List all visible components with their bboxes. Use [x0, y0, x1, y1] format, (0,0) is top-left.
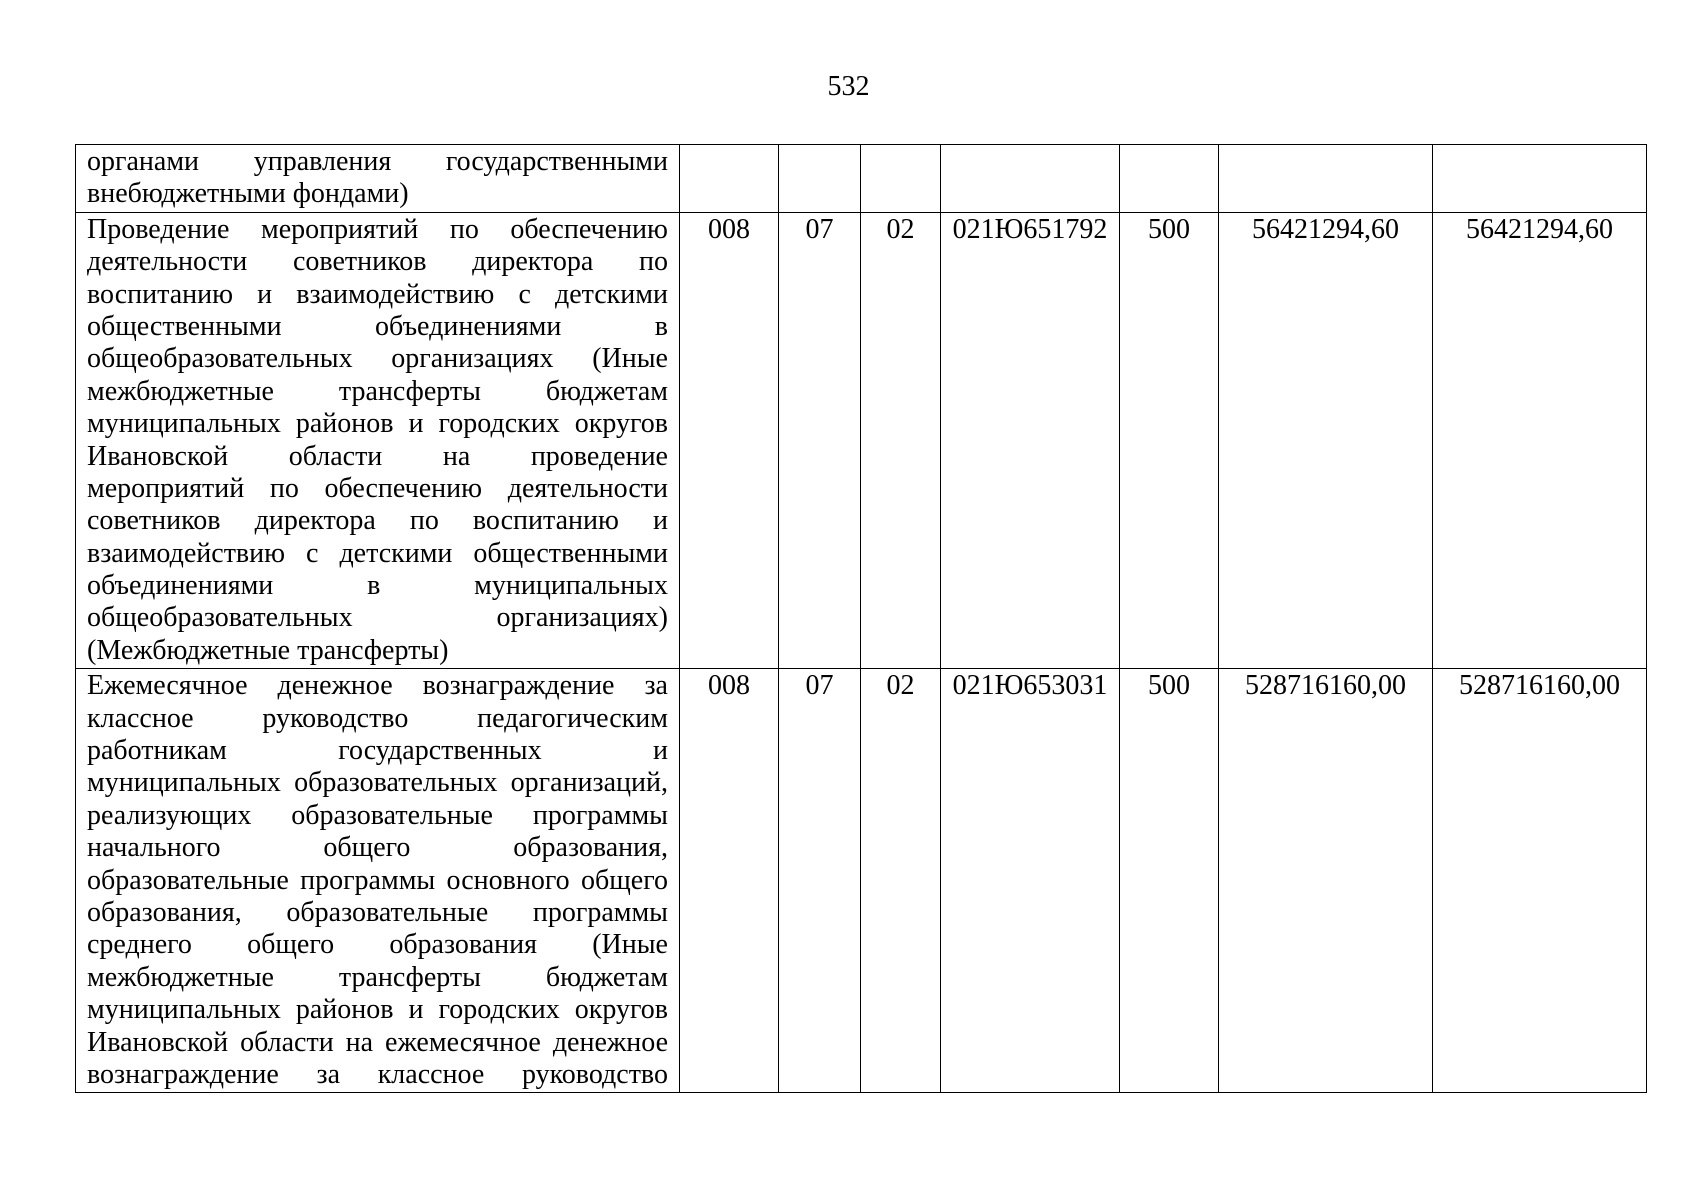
- description-line: [87, 703, 668, 735]
- word: по: [269, 472, 299, 504]
- amount-year-1-cell: [1219, 145, 1433, 213]
- word: общеобразовательных: [87, 343, 353, 375]
- word: деятельности: [87, 246, 248, 278]
- expense-type-cell: [1120, 212, 1219, 668]
- word: обеспечению: [324, 472, 483, 504]
- ministry-code-value: 008: [708, 213, 750, 245]
- description-line: [87, 146, 668, 178]
- word: общественными: [473, 537, 668, 569]
- expense-type-value: 500: [1148, 213, 1190, 245]
- word: Ежемесячное: [87, 670, 248, 702]
- section-value: 07: [805, 213, 834, 245]
- word: денежное: [277, 670, 393, 702]
- description-line: [87, 602, 668, 634]
- ministry-code-value: 008: [708, 670, 750, 702]
- word: и: [408, 994, 424, 1026]
- description-line: [87, 1059, 668, 1091]
- target-article-value: 021Ю651792: [952, 213, 1108, 245]
- word: и: [653, 735, 668, 767]
- description-line: [87, 1027, 668, 1059]
- word: на: [345, 1026, 374, 1058]
- table-row: [76, 145, 1647, 213]
- word: образования: [389, 929, 538, 961]
- word: Ивановской: [87, 1026, 229, 1058]
- word: органами: [87, 146, 200, 177]
- description-line: [87, 441, 668, 473]
- word: районов: [295, 994, 394, 1026]
- section-cell: [779, 145, 861, 213]
- word: руководство: [262, 702, 409, 734]
- word: образовательных: [294, 767, 498, 799]
- word: объединениями: [87, 570, 274, 602]
- word: программы: [532, 896, 668, 928]
- description-line: [87, 279, 668, 311]
- word: общественными: [87, 310, 282, 342]
- word: Ивановской: [87, 440, 229, 472]
- description-line: [87, 311, 668, 343]
- word: межбюджетные: [87, 375, 274, 407]
- description-line: [87, 214, 668, 246]
- word: взаимодействию: [296, 278, 495, 310]
- word: руководство: [521, 1058, 668, 1090]
- amount-year-2-value: 528716160,00: [1459, 670, 1620, 702]
- description-line: [87, 538, 668, 570]
- description-line: [87, 670, 668, 702]
- word: районов: [295, 408, 394, 440]
- word: округов: [574, 994, 668, 1026]
- description-line: [87, 994, 668, 1026]
- subsection-cell: [861, 669, 941, 1093]
- amount-year-2-value: 56421294,60: [1466, 213, 1613, 245]
- budget-table: [75, 144, 1647, 1093]
- description-line: [87, 929, 668, 961]
- ministry-code-cell: [680, 669, 779, 1093]
- word: управления: [253, 146, 392, 177]
- word: с: [518, 278, 531, 310]
- word: в: [367, 570, 381, 602]
- word: организациях: [391, 343, 554, 375]
- word: детскими: [555, 278, 668, 310]
- word: вознаграждение: [422, 670, 615, 702]
- word: денежное: [552, 1026, 668, 1058]
- word: области: [240, 1026, 334, 1058]
- word: мероприятий: [87, 472, 245, 504]
- word: муниципальных: [87, 408, 281, 440]
- subsection-value: 02: [886, 670, 915, 702]
- subsection-cell: [861, 212, 941, 668]
- amount-year-2-cell: [1433, 145, 1647, 213]
- word: межбюджетные: [87, 961, 274, 993]
- target-article-cell: [941, 669, 1120, 1093]
- word: городских: [438, 408, 560, 440]
- word: образовательные: [286, 896, 489, 928]
- word: воспитанию: [87, 278, 234, 310]
- word: программы: [300, 864, 436, 896]
- word: и: [652, 505, 668, 537]
- description-line: [87, 962, 668, 994]
- word: и: [257, 278, 273, 310]
- word: советников: [292, 246, 427, 278]
- expense-type-cell: [1120, 145, 1219, 213]
- description-line: [87, 408, 668, 440]
- word: детскими: [339, 537, 453, 569]
- description-line: [87, 376, 668, 408]
- section-cell: [779, 212, 861, 668]
- word: классное: [377, 1058, 485, 1090]
- word: директора: [472, 246, 594, 278]
- description-line: [87, 767, 668, 799]
- word: ежемесячное: [385, 1026, 541, 1058]
- word: (Иные: [592, 343, 668, 375]
- ministry-code-cell: [680, 145, 779, 213]
- word: обеспечению: [510, 213, 668, 245]
- amount-year-2-cell: [1433, 212, 1647, 668]
- expense-type-value: 500: [1148, 670, 1190, 702]
- word: образования,: [513, 832, 668, 864]
- word: образовательные: [291, 799, 493, 831]
- word: округов: [574, 408, 668, 440]
- word: директора: [254, 505, 376, 537]
- table-row: [76, 669, 1647, 1093]
- page-number: 532: [827, 71, 870, 102]
- word: трансферты: [338, 961, 481, 993]
- description-line: (Межбюджетные трансферты): [87, 634, 449, 666]
- amount-year-1-cell: [1219, 669, 1433, 1093]
- description-line: [87, 570, 668, 602]
- amount-year-1-value: 56421294,60: [1252, 213, 1399, 245]
- word: взаимодействию: [87, 537, 286, 569]
- word: и: [408, 408, 424, 440]
- word: образовательные: [87, 864, 289, 896]
- description-line: [87, 735, 668, 767]
- word: общеобразовательных: [87, 602, 353, 634]
- word: программы: [532, 799, 668, 831]
- word: реализующих: [87, 799, 252, 831]
- word: организациях): [496, 602, 668, 634]
- word: по: [638, 246, 668, 278]
- word: муниципальных: [87, 994, 281, 1026]
- description-cell: [76, 212, 680, 668]
- word: за: [316, 1058, 341, 1090]
- word: основного: [446, 864, 570, 896]
- description-line: [87, 505, 668, 537]
- word: на: [442, 440, 471, 472]
- section-cell: [779, 669, 861, 1093]
- word: среднего: [87, 929, 192, 961]
- word: трансферты: [338, 375, 481, 407]
- subsection-cell: [861, 145, 941, 213]
- description-cell: [76, 669, 680, 1093]
- word: области: [288, 440, 383, 472]
- amount-year-1-value: 528716160,00: [1245, 670, 1406, 702]
- word: общего: [580, 864, 668, 896]
- word: образования,: [87, 896, 242, 928]
- table-body: [76, 145, 1647, 1093]
- word: городских: [438, 994, 560, 1026]
- word: государственными: [445, 146, 668, 177]
- target-article-cell: [941, 212, 1120, 668]
- word: муниципальных: [474, 570, 668, 602]
- word: по: [449, 213, 479, 245]
- word: объединениями: [375, 310, 562, 342]
- word: организаций,: [510, 767, 668, 799]
- word: воспитанию: [472, 505, 619, 537]
- description-line: внебюджетными фондами): [87, 178, 409, 210]
- description-line: [87, 473, 668, 505]
- word: бюджетам: [545, 375, 668, 407]
- word: (Иные: [592, 929, 668, 961]
- word: общего: [247, 929, 335, 961]
- description-line: [87, 832, 668, 864]
- word: муниципальных: [87, 767, 281, 799]
- description-line: [87, 865, 668, 897]
- word: педагогическим: [477, 702, 668, 734]
- word: классное: [87, 702, 194, 734]
- amount-year-2-cell: [1433, 669, 1647, 1093]
- word: общего: [323, 832, 411, 864]
- section-value: 07: [805, 670, 834, 702]
- word: начального: [87, 832, 221, 864]
- description-line: [87, 246, 668, 278]
- word: Проведение: [87, 213, 230, 245]
- ministry-code-cell: [680, 212, 779, 668]
- target-article-value: 021Ю653031: [952, 670, 1108, 702]
- word: мероприятий: [261, 213, 419, 245]
- word: по: [409, 505, 439, 537]
- table-row: [76, 212, 1647, 668]
- word: работникам: [87, 735, 227, 767]
- word: вознаграждение: [87, 1058, 279, 1090]
- word: с: [306, 537, 319, 569]
- description-line: [87, 800, 668, 832]
- description-cell: [76, 145, 680, 213]
- subsection-value: 02: [886, 213, 915, 245]
- word: деятельности: [507, 472, 668, 504]
- expense-type-cell: [1120, 669, 1219, 1093]
- word: в: [654, 310, 668, 342]
- target-article-cell: [941, 145, 1120, 213]
- amount-year-1-cell: [1219, 212, 1433, 668]
- word: государственных: [338, 735, 542, 767]
- word: проведение: [530, 440, 668, 472]
- word: за: [644, 670, 668, 702]
- description-line: [87, 343, 668, 375]
- word: бюджетам: [545, 961, 668, 993]
- word: советников: [87, 505, 221, 537]
- description-line: [87, 897, 668, 929]
